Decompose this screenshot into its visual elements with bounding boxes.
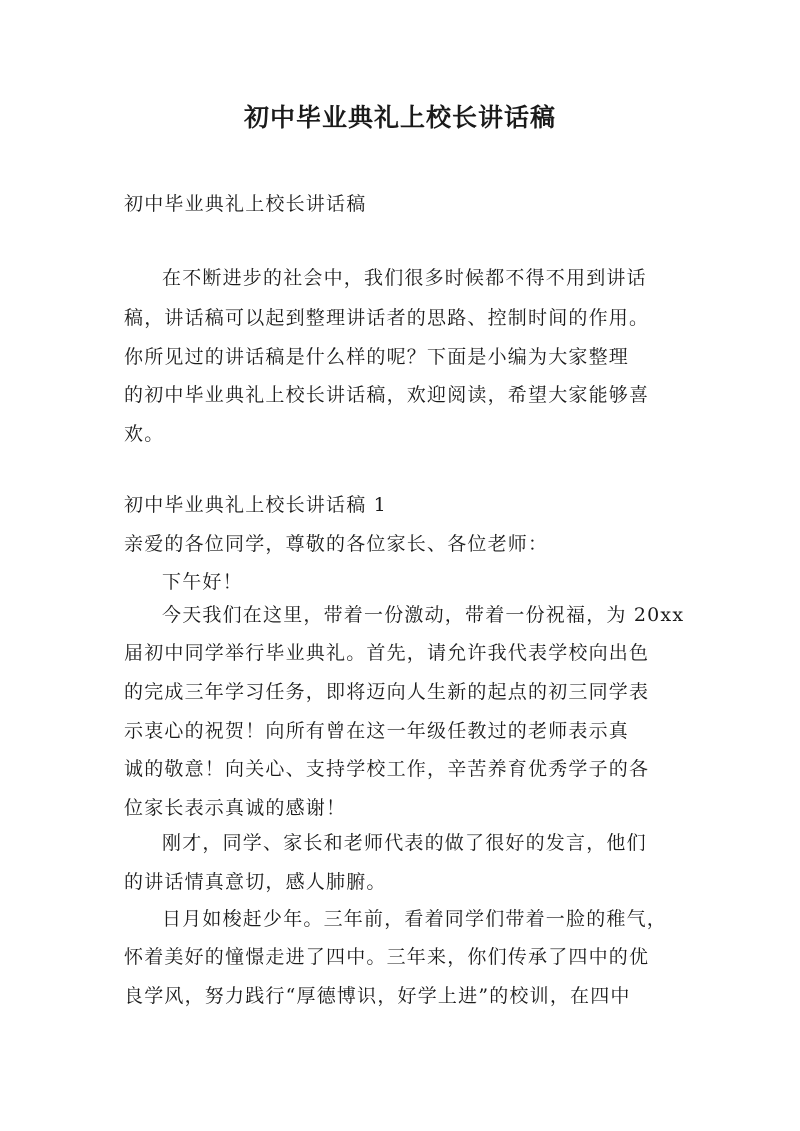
intro-line: 在不断进步的社会中，我们很多时候都不得不用到讲话 [162, 267, 647, 289]
document-title: 初中毕业典礼上校长讲话稿 [243, 103, 556, 132]
document-subtitle: 初中毕业典礼上校长讲话稿 [124, 193, 367, 215]
paragraph-line: 诚的敬意！向关心、支持学校工作，辛苦养育优秀学子的各 [124, 758, 650, 780]
paragraph-line: 日月如梭赶少年。三年前，看着同学们带着一脸的稚气， [162, 908, 668, 930]
paragraph-line: 届初中同学举行毕业典礼。首先，请允许我代表学校向出色 [124, 642, 650, 664]
greeting: 下午好！ [162, 571, 243, 593]
salutation: 亲爱的各位同学，尊敬的各位家长、各位老师： [124, 533, 549, 555]
intro-line: 稿，讲话稿可以起到整理讲话者的思路、控制时间的作用。 [124, 307, 650, 329]
paragraph-line: 怀着美好的憧憬走进了四中。三年来，你们传承了四中的优 [124, 946, 650, 968]
section-heading: 初中毕业典礼上校长讲话稿 1 [124, 494, 387, 516]
paragraph-line: 示衷心的祝贺！向所有曾在这一年级任教过的老师表示真 [124, 720, 630, 742]
intro-line: 的初中毕业典礼上校长讲话稿，欢迎阅读，希望大家能够喜 [124, 384, 650, 406]
paragraph-line: 的完成三年学习任务，即将迈向人生新的起点的初三同学表 [124, 681, 650, 703]
paragraph-line: 刚才，同学、家长和老师代表的做了很好的发言，他们 [162, 832, 647, 854]
paragraph-line: 的讲话情真意切，感人肺腑。 [124, 871, 387, 893]
intro-line: 你所见过的讲话稿是什么样的呢？下面是小编为大家整理 [124, 346, 630, 368]
paragraph-line: 今天我们在这里，带着一份激动，带着一份祝福，为 20xx [162, 604, 685, 626]
paragraph-line: 良学风，努力践行“厚德博识，好学上进”的校训，在四中 [124, 985, 631, 1007]
paragraph-line: 位家长表示真诚的感谢！ [124, 797, 347, 819]
intro-line: 欢。 [124, 423, 165, 445]
